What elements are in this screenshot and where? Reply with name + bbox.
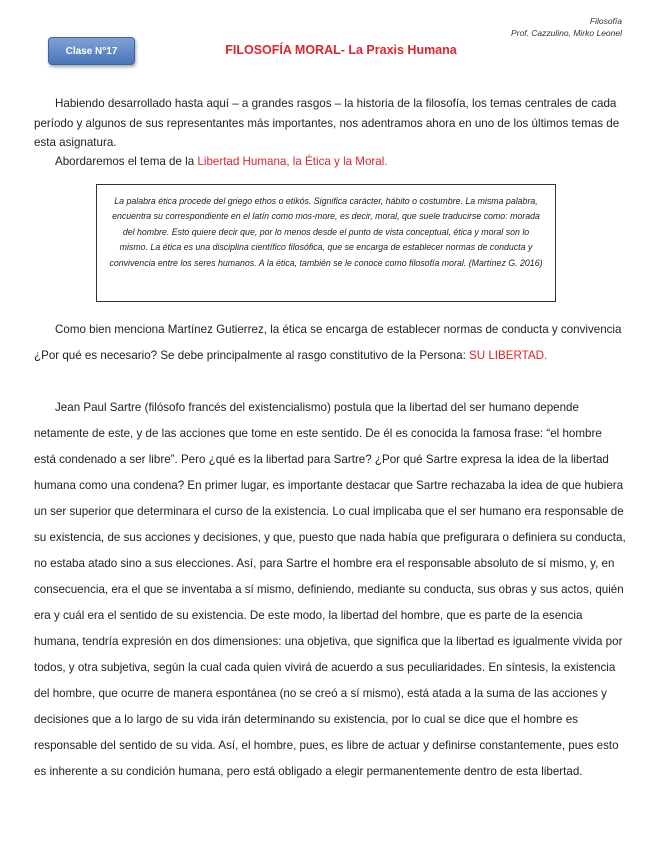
topic-highlight: Libertad Humana, la Ética y la Moral. — [197, 155, 388, 168]
sartre-paragraph — [34, 395, 626, 785]
header-subject: Filosofía — [589, 16, 622, 26]
freedom-paragraph-text: Como bien menciona Martínez Gutierrez, la ética se encarga de establecer normas de conducta y convivencia ¿Por qué es necesario? Se debe principalmente al rasgo constitutivo de la Persona: — [34, 323, 622, 362]
freedom-highlight: SU LIBERTAD. — [469, 349, 548, 362]
freedom-paragraph — [34, 317, 626, 369]
sartre-paragraph-text: Jean Paul Sartre (filósofo francés del existencialismo) postula que la libertad del ser humano depende netamente de este, y de las acciones que tome en este sentido. De él es conocida la famosa frase: “el hombre está condenado a ser libre”. Pero ¿qué es la libertad para Sartre? ¿Por qué Sartre expresa la idea de la libertad humana como una condena? En primer lugar, es importante destacar que Sartre rechazaba la idea de que hubiera un ser superior que determinara el curso de la existencia. Lo cual implicaba que el ser humano era responsable de su existencia, de sus acciones y decisiones, y que, puesto que nada había que prefigurara o definiera su conducta, no estaba atado sino a sus elecciones. Así, para Sartre el hombre era el responsable absoluto de sí mismo, y, en consecuencia, era el que se inventaba a sí mismo, definiendo, mediante su conducta, sus obras y sus actos, quién era y cuál era el sentido de su existencia. De este modo, la libertad del hombre, que es parte de la esencia humana, tendría expresión en dos dimensiones: una objetiva, que significa que la libertad es igualmente vivida por todos, y otra subjetiva, según la cual cada quien vivirá de acuerdo a sus peculiaridades. En síntesis, la existencia del hombre, que ocurre de manera espontánea (no se creó a sí mismo), está atada a la suma de las acciones y decisiones que a lo largo de su vida irán determinando su existencia, por lo cual se dice que el hombre es responsable del sentido de su vida. Así, el hombre, pues, es libre de actuar y definirse constantemente, pues esto es inherente a su condición humana, pero está obligado a elegir permanentemente dentro de esta libertad. — [34, 401, 626, 778]
class-number-badge: Clase N°17 — [48, 37, 135, 65]
quote-text: La palabra ética procede del griego ethos o etikós. Significa carácter, hábito o costumbre. La misma palabra, encuentra su correspondiente en el latín como mos-more, es decir, moral, que suele traducirse como: morada del hombre. Esto quiere decir que, por lo menos desde el punto de vista conceptual, ética y moral son lo mismo. La ética es una disciplina científico filosófica, que se encarga de establecer normas de conducta y convivencia entre los seres humanos. A la ética, también se le conoce como filosofía moral. (Martínez G. 2016) — [109, 196, 543, 268]
topic-paragraph-text: Abordaremos el tema de la — [55, 155, 198, 168]
header-teacher: Prof. Cazzulino, Mirko Leonel — [510, 28, 622, 38]
intro-paragraph — [34, 94, 626, 153]
document-title: FILOSOFÍA MORAL- La Praxis Humana — [225, 43, 457, 57]
page-header — [511, 15, 622, 39]
topic-paragraph — [34, 152, 626, 172]
intro-paragraph-text: Habiendo desarrollado hasta aquí – a grandes rasgos – la historia de la filosofía, los temas centrales de cada período y algunos de sus representantes más importantes, nos adentramos ahora en uno de los últimos temas de esta asignatura. — [34, 97, 620, 149]
ethics-definition-quote — [96, 184, 556, 302]
